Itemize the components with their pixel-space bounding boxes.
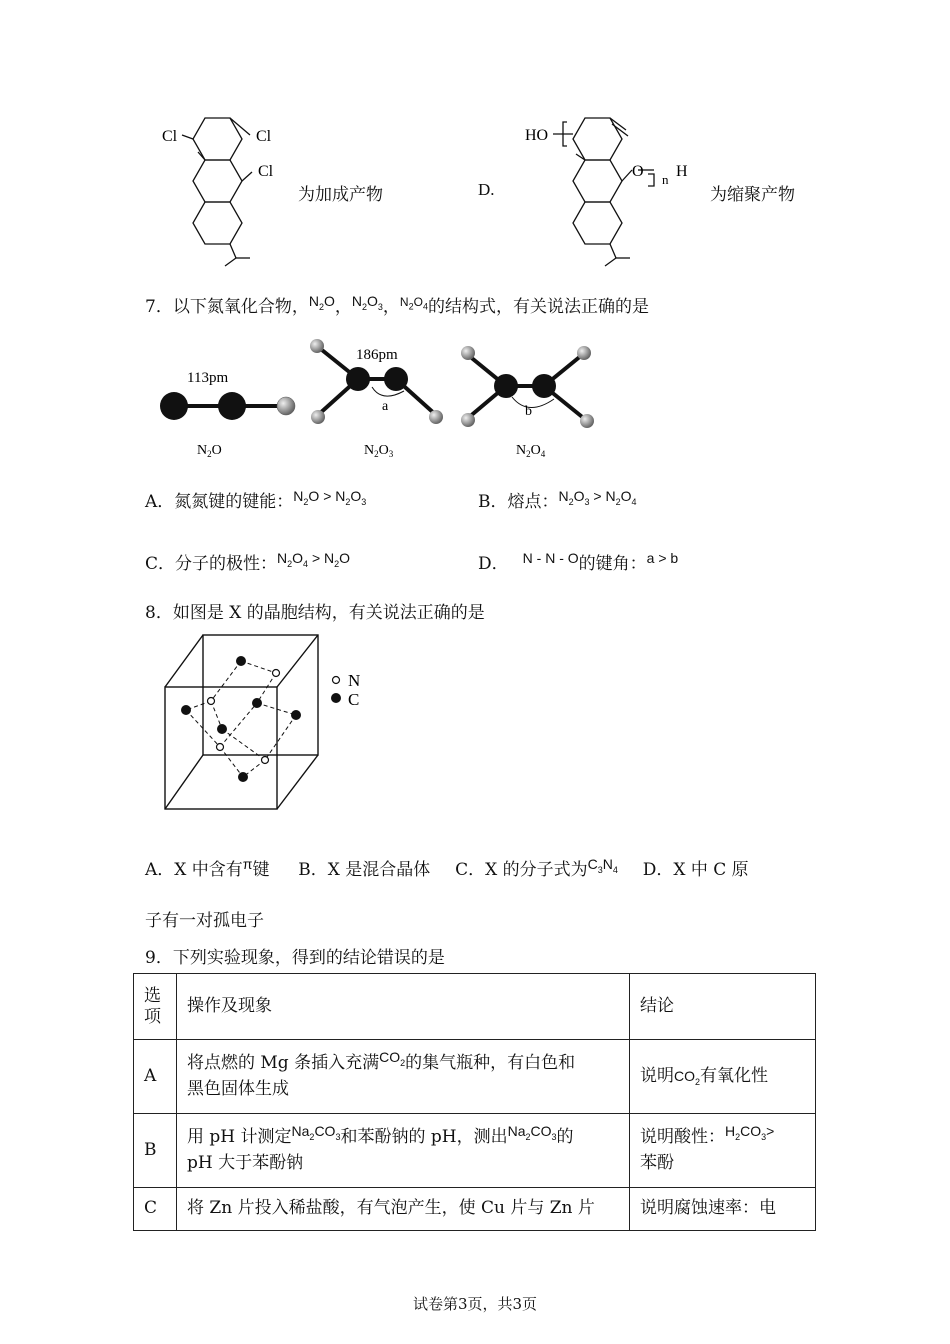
bond-length-113: 113pm [187,370,229,386]
q7-stem: 7．以下氮氧化合物，$^{N_2O}$，$^{N_2O_3}$，$^{N_2O_4}$的结构式，有关说法正确的是 [145,293,649,317]
table-row [134,1114,816,1188]
formula-co2: CO2 [379,1049,406,1068]
h-label: H [676,163,688,180]
row-a-con-2: 有氧化性 [700,1065,769,1086]
n2o3-caption: $N_2O_3$ [364,443,394,459]
row-c-key: C [134,1188,177,1231]
q7-stem-b: 的结构式，有关说法正确的是 [427,297,649,317]
q8-option-b: B．X 是混合晶体 [298,860,431,880]
formula-n2o: N2O [308,293,335,312]
q7-d-relation: a > b [646,550,679,566]
q9-stem: 9．下列实验现象，得到的结论错误的是 [145,948,445,968]
row-b-con-1: 说明酸性： [640,1127,725,1147]
q7-stem-a: 7．以下氮氧化合物， [145,297,309,317]
table-header-row [134,974,816,1040]
formula-n2o4: N2O4 [399,295,428,312]
q6-c-text: 为加成产物 [298,185,383,205]
row-b-conclusion [630,1114,816,1188]
q7-c-relation: N2O4 > N2O [277,550,351,569]
header-operation: 操作及现象 [177,974,630,1040]
q8-option-d-continued: 子有一对孤电子 [145,911,264,931]
row-b-op-2: 和苯酚钠的 pH，测出 [340,1127,508,1147]
q7-a-relation: N2O > N2O3 [293,488,367,507]
q7-b-relation: N2O3 > N2O4 [558,488,637,507]
legend-c: C [348,690,360,709]
row-a-conclusion [630,1040,816,1114]
n2o-molecule [160,392,295,420]
cl-label-2: Cl [256,128,272,145]
q7-option-c-label: C．分子的极性： [145,554,278,574]
row-c-operation: 将 Zn 片投入稀盐酸，有气泡产生，使 Cu 片与 Zn 片 [177,1188,630,1231]
q9-table [133,973,816,1231]
row-b-key: B [134,1114,177,1188]
q8-option-a-2: 键 [252,860,270,880]
q8-crystal-cell [155,625,385,820]
cl-label-3: Cl [258,163,274,180]
row-a-con-1: 说明 [640,1065,674,1086]
row-a-key: A [134,1040,177,1114]
formula-c3n4: C3N4 [587,856,618,875]
n2o4-caption: $N_2O_4$ [516,443,546,459]
row-b-op-1: 用 pH 计测定 [187,1127,292,1147]
q7-option-a-label: A．氮氮键的键能： [145,492,294,512]
q8-option-d: D．X 中 C 原 [642,860,749,880]
table-row [134,1188,816,1231]
row-c-conclusion: 说明腐蚀速率：电 [630,1188,816,1231]
formula-na2co3: Na2CO3 [291,1123,341,1142]
ho-label: HO [525,127,549,144]
header-conclusion: 结论 [630,974,816,1040]
row-a-op-1: 将点燃的 Mg 条插入充满 [187,1053,380,1073]
q8-option-a-1: A．X 中含有 [145,860,243,880]
q8-options [145,855,749,881]
o-label: O [632,163,644,180]
formula-h2co3: H2CO3> [725,1123,775,1142]
angle-a-label: a [382,399,389,414]
q6-d-text: 为缩聚产物 [710,185,795,205]
q7-option-d-mid: 的键角： [578,554,647,574]
cl-label-1: Cl [162,128,178,145]
q8-option-c: C．X 的分子式为 [455,860,588,880]
header-option: 选项 [134,974,177,1040]
q6-d-structure [520,110,700,270]
row-b-operation [177,1114,630,1188]
formula-n2o3: N2O3 [351,293,383,312]
row-a-op-2: 的集气瓶种，有白色和 [405,1053,576,1073]
q7-option-a [145,487,366,513]
pi-symbol: π [242,856,253,872]
q8-stem: 8．如图是 X 的晶胞结构，有关说法正确的是 [145,603,485,623]
q7-option-b-label: B．熔点： [478,492,559,512]
q7-option-d [478,549,678,574]
table-row [134,1040,816,1114]
n-subscript: n [662,172,669,187]
row-b-op-4: pH 大于苯酚钠 [187,1152,304,1173]
page-footer: 试卷第3页，共3页 [412,1295,538,1313]
q7-option-d-label: D． [478,554,509,574]
row-a-operation [177,1040,630,1114]
legend-n: N [348,671,361,690]
q7-d-bond: N - N - O [522,550,579,566]
formula-na2co3-2: Na2CO3 [507,1123,557,1142]
row-b-con-2: 苯酚 [640,1152,674,1173]
q7-option-c [145,549,350,575]
bond-length-186: 186pm [356,347,398,363]
angle-b-label: b [525,404,532,419]
row-a-op-3: 黑色固体生成 [187,1078,289,1099]
formula-co2-conclusion: $CO_2$ [674,1067,701,1087]
q6-d-label: D. [478,180,495,199]
q7-molecule-diagrams [150,333,620,463]
q6-c-structure [150,110,290,270]
row-b-op-3: 的 [556,1127,574,1147]
n2o-caption: $N_2O$ [197,443,222,459]
q7-option-b [478,487,637,513]
